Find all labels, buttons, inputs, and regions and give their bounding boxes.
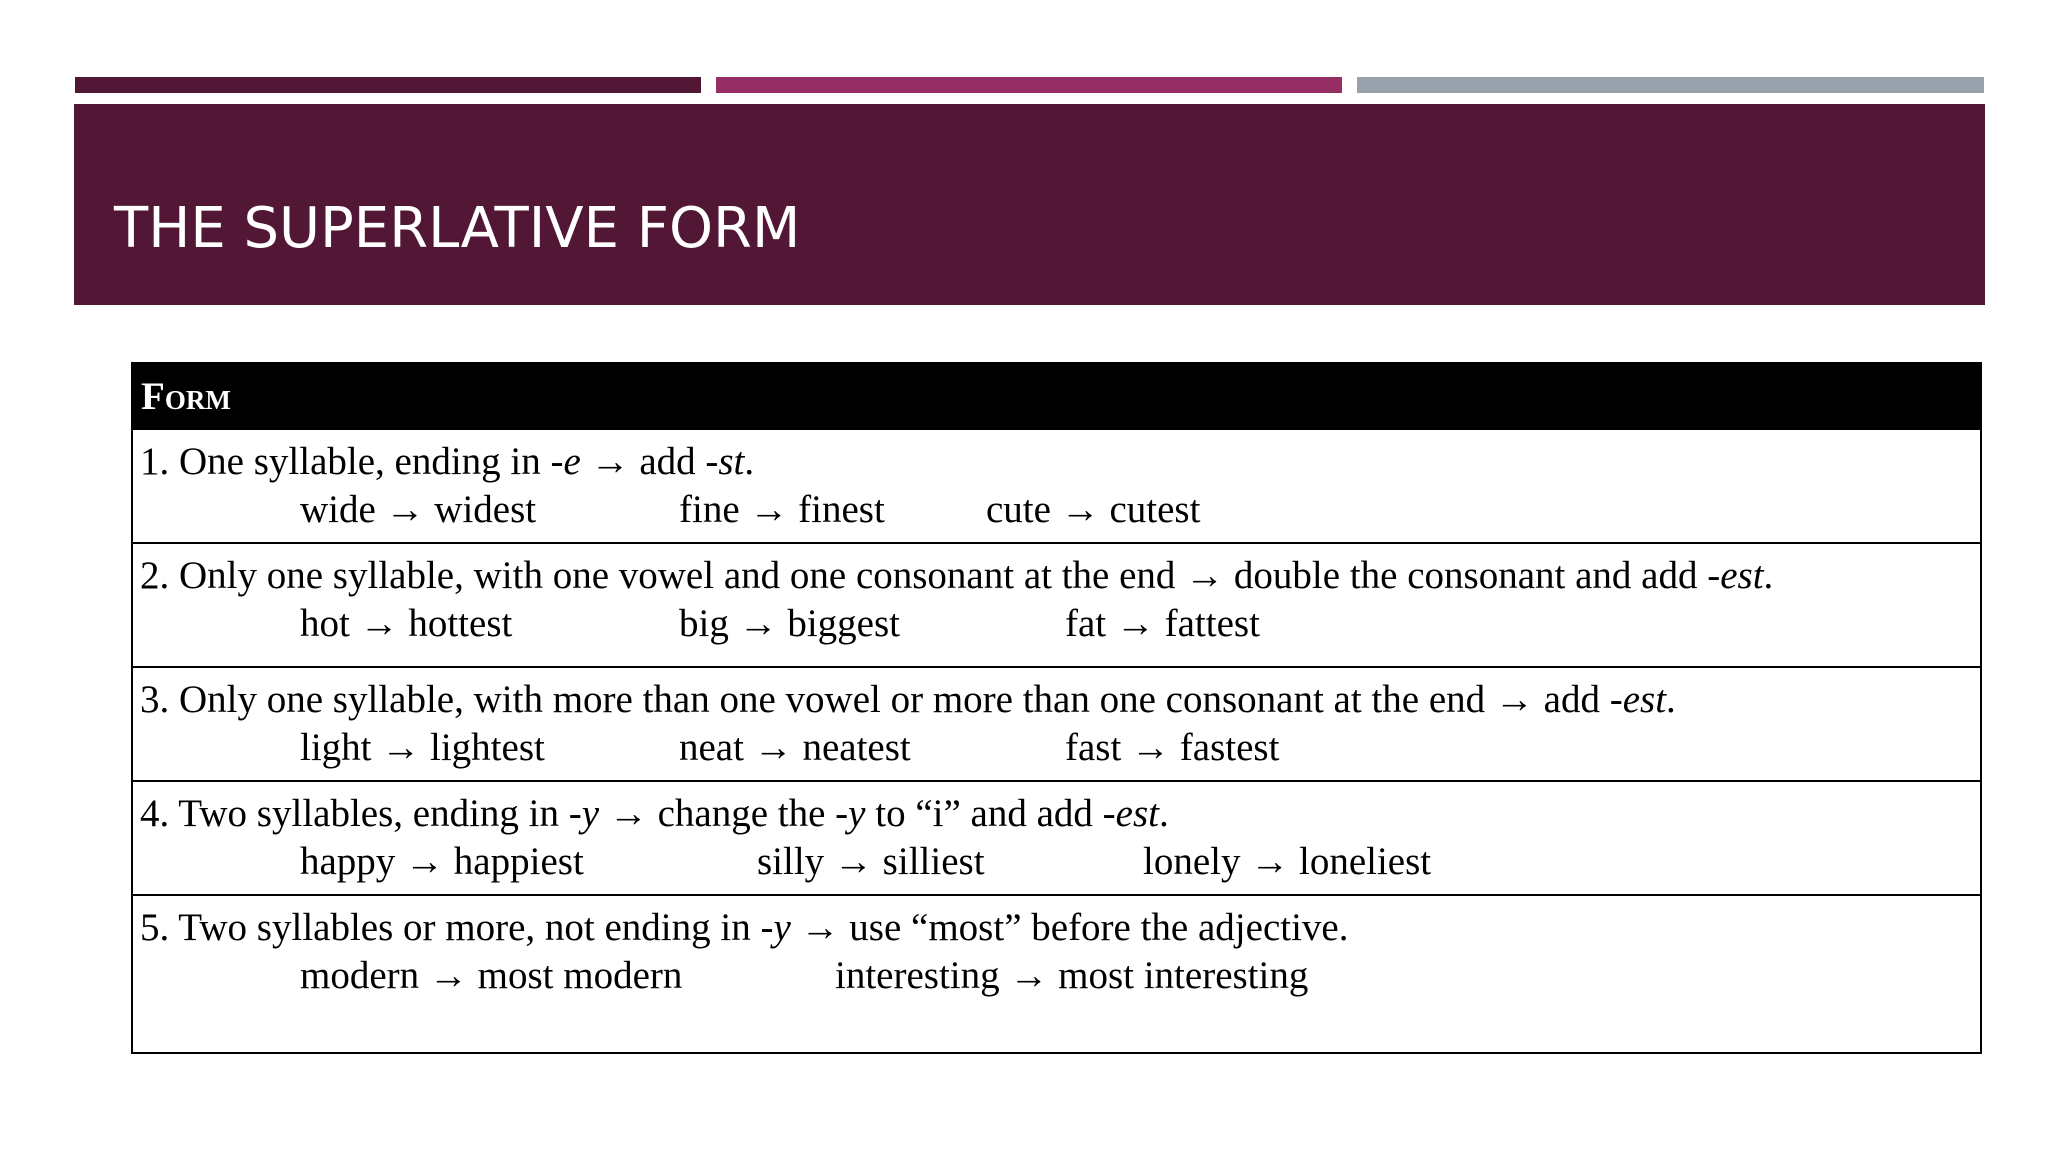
example: fine → finest — [679, 488, 885, 531]
table-header — [133, 364, 1980, 428]
table-row — [133, 542, 1980, 668]
example: neat → neatest — [679, 726, 911, 769]
rule-text: 2. Only one syllable, with one vowel and one consonant at the end → double the consonant and add -est. — [140, 554, 1774, 597]
example: lonely → loneliest — [1143, 840, 1432, 883]
slide-title: THE SUPERLATIVE FORM — [114, 196, 801, 261]
example: wide → widest — [300, 488, 537, 531]
example: fast → fastest — [1065, 726, 1280, 769]
rule-text: 1. One syllable, ending in -e → add -st. — [140, 440, 755, 483]
table-row — [133, 666, 1980, 782]
table-row — [133, 780, 1980, 896]
rule-text: 4. Two syllables, ending in -y → change the -y to “i” and add -est. — [140, 792, 1169, 835]
table-row — [133, 894, 1980, 1052]
example: silly → silliest — [757, 840, 985, 883]
example: fat → fattest — [1065, 602, 1260, 645]
rule-text: 3. Only one syllable, with more than one vowel or more than one consonant at the end → add -est. — [140, 678, 1676, 721]
example: big → biggest — [679, 602, 900, 645]
example: modern → most modern — [300, 954, 683, 997]
rule-text: 5. Two syllables or more, not ending in -y → use “most” before the adjective. — [140, 906, 1349, 949]
form-table — [131, 362, 1982, 1054]
table-header-label: Form — [141, 375, 231, 418]
example: happy → happiest — [300, 840, 584, 883]
accent-bar-magenta — [716, 77, 1342, 93]
table-row — [133, 428, 1980, 544]
example: cute → cutest — [986, 488, 1201, 531]
example: hot → hottest — [300, 602, 513, 645]
example: light → lightest — [300, 726, 545, 769]
accent-bar-gray — [1357, 77, 1984, 93]
accent-bar-dark — [75, 77, 701, 93]
example: interesting → most interesting — [835, 954, 1309, 997]
